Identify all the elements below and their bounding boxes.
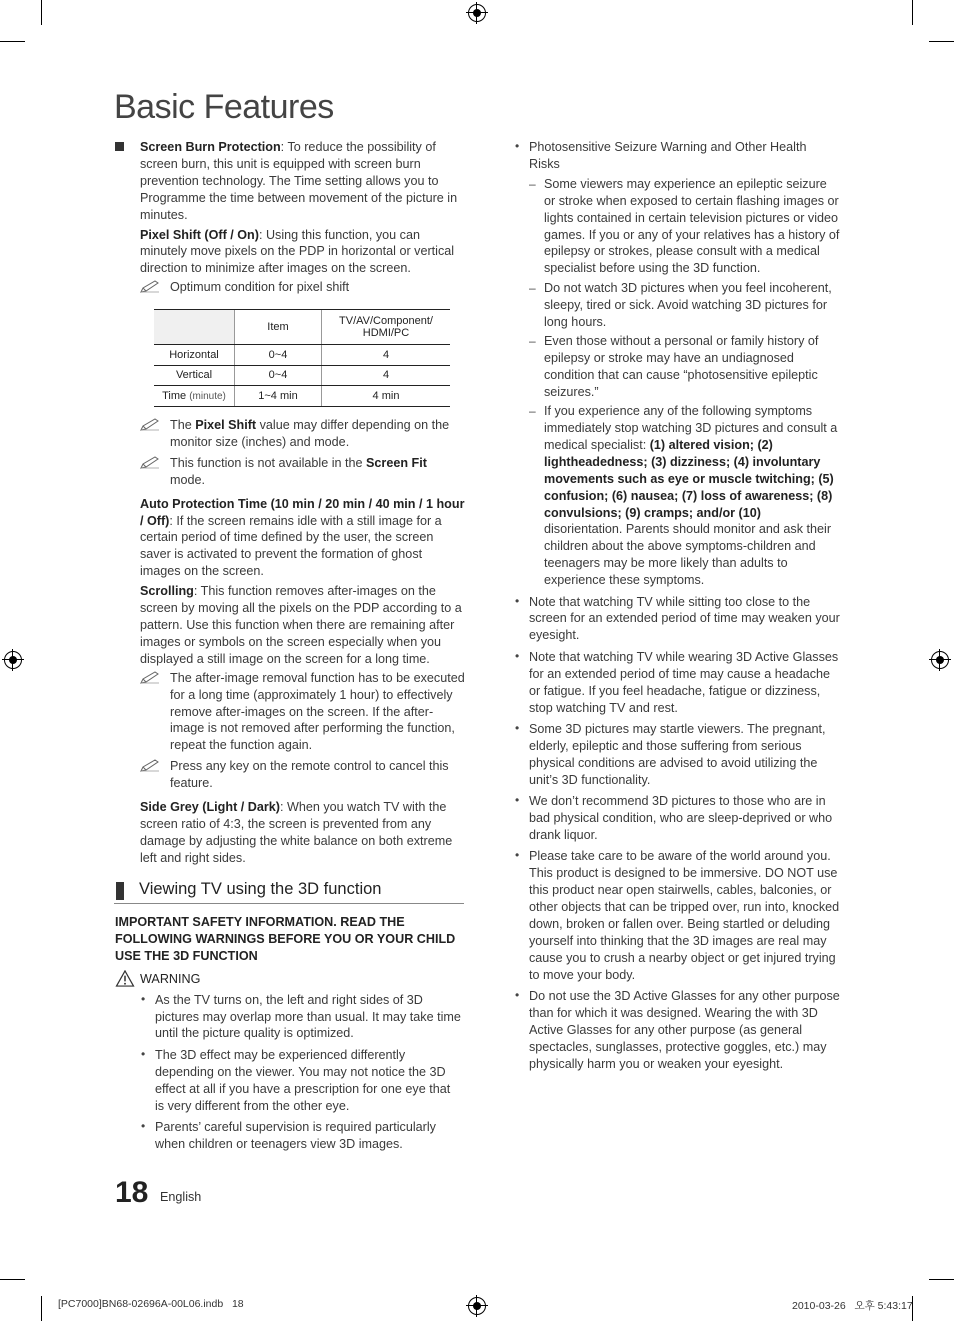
- list-item: – Some viewers may experience an epileptic seizure or stroke when exposed to certain flashing images or lights contained in certain television pictures or video games. If you or any of your relatives has a history of epilepsy or strokes, please consult with a medical specialist before using the 3D function.: [529, 176, 840, 277]
- table-cell: Time (minute): [154, 386, 235, 407]
- crop-mark: [41, 0, 42, 25]
- pixel-shift-paragraph: Pixel Shift (Off / On): Using this function, you can minutely move pixels on the PDP in horizontal or vertical direction to minimize after images on the screen.: [140, 227, 455, 276]
- crop-mark: [41, 1296, 42, 1321]
- registration-mark-icon: [931, 651, 949, 669]
- screen-burn-paragraph: Screen Burn Protection: To reduce the possibility of screen burn, this unit is equipped with screen burn prevention technology. The Time setting allows you to Programme the time between movement of the picture in minutes.: [140, 139, 465, 224]
- table-cell: 1~4 min: [235, 386, 322, 407]
- section-title: Viewing TV using the 3D function: [139, 880, 382, 898]
- warning-heading: WARNING: [115, 971, 465, 988]
- section-heading: [114, 877, 464, 904]
- note-cancel-feature: Press any key on the remote control to cancel this feature.: [140, 758, 465, 792]
- crop-mark: [929, 1279, 954, 1280]
- list-item: • Photosensitive Seizure Warning and Other Health Risks – Some viewers may experience an epileptic seizure or stroke when exposed to certain flashing images or lights contained in certain television pictures or video games. If you or any of your relatives has a history of epilepsy or strokes, please consult with a medical specialist before using the 3D function. – Do not watch 3D pictures when you feel incoherent, sleepy, tired or sick. Avoid watching 3D pictures for long hours. – Even those without a personal or family history of epilepsy or stroke may have an undiagnosed condition that can cause “photosensitive epileptic seizures.” – If you experience any of the following symptoms immediately stop watching 3D pictures and consult a medical specialist: (1) altered vision; (2) lightheadedness; (3) dizziness; (4) involuntary movements such as eye or muscle twitching; (5) confusion; (6) nausea; (7) loss of awareness; (8) convulsions; (9) cramps; and/or (10) disorientation. Parents should monitor and ask their children about the above symptoms-children and teenagers may be more likely than adults to experience these symptoms.: [515, 139, 840, 589]
- list-item: • Note that watching TV while wearing 3D Active Glasses for an extended period of time may cause a headache or fatigue. If you feel headache, fatigue or dizziness, stop watching TV and rest.: [515, 649, 840, 717]
- note-after-image: The after-image removal function has to be executed for a long time (approximately 1 hour) to effectively remove after-images on the screen. If the after-image is not removed after performing the function, repeat the function again.: [140, 670, 465, 755]
- table-cell: 4 min: [322, 386, 451, 407]
- health-list: [515, 139, 840, 1073]
- table-header-row: [154, 310, 450, 345]
- list-item: • Parents’ careful supervision is required particularly when children or teenagers view 3D images.: [141, 1119, 461, 1153]
- print-file-label: [PC7000]BN68-02696A-00L06.indb 18: [58, 1298, 244, 1310]
- scrolling-paragraph: Scrolling: This function removes after-images on the screen by moving all the pixels on the PDP according to a pattern. Use this function when there are remaining after images or symbols on the screen especially when you displayed a still image on the screen for a long time.: [140, 584, 462, 666]
- table-row: [154, 345, 450, 366]
- note-pixel-shift: Optimum condition for pixel shift: [140, 279, 465, 296]
- list-item: – Even those without a personal or family history of epilepsy or stroke may have an undiagnosed condition that can cause “photosensitive epileptic seizures.”: [529, 333, 840, 401]
- pencil-note-icon: [140, 759, 160, 772]
- pencil-note-icon: [140, 280, 160, 293]
- list-item: • As the TV turns on, the left and right sides of 3D pictures may overlap more than usual. It may take time until the picture quality is optimized.: [141, 992, 461, 1043]
- note-screen-fit: This function is not available in the Screen Fit mode.: [140, 455, 465, 489]
- page-number: 18: [115, 1176, 149, 1209]
- seizure-sublist: [529, 176, 840, 589]
- crop-mark: [0, 41, 25, 42]
- pixel-shift-table: [154, 309, 450, 407]
- crop-mark: [929, 41, 954, 42]
- pencil-note-icon: [140, 418, 160, 431]
- list-item: • Please take care to be aware of the world around you. This product is designed to be immersive. DO NOT use this product near open stairwells, cables, balconies, or other objects that can be tripped over, run into, knocked down, broken or fallen over. Being startled or deluding yourself into thinking that the 3D images are real may cause you to crush a nearby object or get injured trying to move your body.: [515, 848, 840, 983]
- right-column: [515, 139, 840, 1077]
- table-row: [154, 386, 450, 407]
- safety-block: [115, 914, 465, 1157]
- table-cell: Vertical: [154, 365, 235, 386]
- list-item: • Do not use the 3D Active Glasses for any other purpose than for which it was designed. Wearing the with 3D Active Glasses for any other purpose (as general spectacles, sunglasses, protective goggles, etc.) may physically harm you or weaken your eyesight.: [515, 988, 840, 1073]
- crop-mark: [0, 1279, 25, 1280]
- warning-list: [141, 992, 461, 1153]
- important-safety-heading: IMPORTANT SAFETY INFORMATION. READ THE FOLLOWING WARNINGS BEFORE YOU OR YOUR CHILD USE THE 3D FUNCTION: [115, 915, 456, 963]
- list-item: – If you experience any of the following symptoms immediately stop watching 3D pictures and consult a medical specialist: (1) altered vision; (2) lightheadedness; (3) dizziness; (4) involuntary movements such as eye or muscle twitching; (5) confusion; (6) nausea; (7) loss of awareness; (8) convulsions; (9) cramps; and/or (10) disorientation. Parents should monitor and ask their children about the above symptoms-children and teenagers may be more likely than adults to experience these symptoms.: [529, 403, 840, 589]
- page-language: English: [160, 1190, 202, 1204]
- page-title: Basic Features: [114, 88, 334, 126]
- table-header-cell: TV/AV/Component/ HDMI/PC: [322, 310, 451, 345]
- table-cell: 4: [322, 365, 451, 386]
- list-item: • We don’t recommend 3D pictures to those who are in bad physical condition, who are sleep-deprived or who drank liquor.: [515, 793, 840, 844]
- table-cell: 0~4: [235, 365, 322, 386]
- list-item: • The 3D effect may be experienced differently depending on the viewer. You may not notice the 3D effect at all if you have a prescription for one eye that is very different from the other eye.: [141, 1047, 461, 1115]
- side-grey-paragraph: Side Grey (Light / Dark): When you watch TV with the screen ratio of 4:3, the screen is prevented from any damage by adjusting the white balance on both extreme left and right sides.: [140, 800, 453, 865]
- registration-mark-icon: [4, 651, 22, 669]
- table-header-cell: Item: [235, 310, 322, 345]
- section-bar-icon: [116, 882, 124, 900]
- list-item: • Note that watching TV while sitting too close to the screen for an extended period of time may weaken your eyesight.: [515, 594, 840, 645]
- pencil-note-icon: [140, 671, 160, 684]
- auto-protection-paragraph: Auto Protection Time (10 min / 20 min / 40 min / 1 hour / Off): If the screen remains idle with a still image for a certain period of time defined by the user, the screen saver is activated to prevent the formation of ghost images on the screen.: [140, 496, 465, 579]
- warning-icon: [115, 970, 135, 987]
- table-header-cell: [154, 310, 235, 345]
- list-item: • Some 3D pictures may startle viewers. The pregnant, elderly, epileptic and those suffering from serious physical conditions are advised to avoid utilizing the unit’s 3D functionality.: [515, 721, 840, 789]
- square-bullet-icon: [115, 142, 124, 151]
- table-cell: 0~4: [235, 345, 322, 366]
- pencil-note-icon: [140, 456, 160, 469]
- left-column-upper: [140, 139, 465, 300]
- crop-mark: [912, 0, 913, 25]
- table-cell: 4: [322, 345, 451, 366]
- list-item: – Do not watch 3D pictures when you feel incoherent, sleepy, tired or sick. Avoid watching 3D pictures for long hours.: [529, 280, 840, 331]
- print-date-label: 2010-03-26 오후 5:43:17: [792, 1300, 913, 1312]
- table-cell: Horizontal: [154, 345, 235, 366]
- table-row: [154, 365, 450, 386]
- registration-mark-icon: [468, 1297, 486, 1315]
- left-column-middle: [140, 415, 465, 867]
- note-pixel-shift-value: The Pixel Shift value may differ depending on the monitor size (inches) and mode.: [140, 417, 465, 451]
- registration-mark-icon: [468, 4, 486, 22]
